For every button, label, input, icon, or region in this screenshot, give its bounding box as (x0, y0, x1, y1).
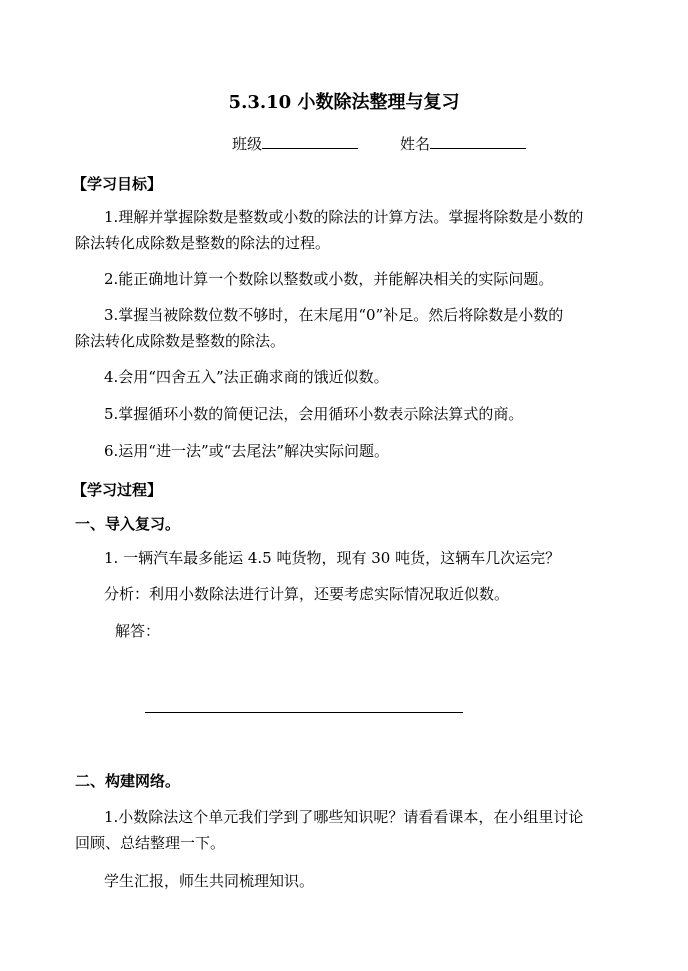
section1-heading: 一、导入复习。 (75, 515, 181, 533)
section1-analysis: 分析：利用小数除法进行计算，还要考虑实际情况取近似数。 (104, 585, 510, 603)
process-heading: 【学习过程】 (72, 481, 163, 499)
class-blank[interactable] (262, 134, 358, 149)
goal-line-1: 1.理解并掌握除数是整数或小数的除法的计算方法。掌握将除数是小数的 (104, 208, 584, 226)
name-blank[interactable] (430, 134, 526, 149)
section2-line3: 学生汇报，师生共同梳理知识。 (104, 872, 315, 890)
answer-line[interactable] (145, 712, 463, 713)
section1-question: 1. 一辆汽车最多能运 4.5 吨货物，现有 30 吨货，这辆车几次运完？ (104, 549, 561, 567)
section2-heading: 二、构建网络。 (75, 772, 181, 790)
name-label: 姓名 (400, 135, 431, 153)
goal-line-1-cont: 除法转化成除数是整数的除法的过程。 (75, 234, 331, 252)
name-field (400, 134, 526, 153)
goal-line-6: 6.运用“进一法”或“去尾法”解决实际问题。 (104, 442, 389, 460)
section2-line2: 回顾、总结整理一下。 (75, 834, 226, 852)
section2-line1: 1.小数除法这个单元我们学到了哪些知识呢？请看看课本，在小组里讨论 (104, 808, 584, 826)
class-label: 班级 (232, 135, 263, 153)
goal-line-5: 5.掌握循环小数的简便记法，会用循环小数表示除法算式的商。 (104, 405, 524, 423)
goal-line-3-cont: 除法转化成除数是整数的除法。 (75, 332, 286, 350)
page-title: 5.3.10 小数除法整理与复习 (228, 92, 460, 113)
class-field (232, 134, 358, 153)
goals-heading: 【学习目标】 (72, 175, 163, 193)
goal-line-3: 3.掌握当被除数位数不够时，在末尾用“0”补足。然后将除数是小数的 (104, 306, 564, 324)
goal-line-2: 2.能正确地计算一个数除以整数或小数，并能解决相关的实际问题。 (104, 270, 554, 288)
section1-answer-label: 解答： (115, 622, 161, 640)
goal-line-4: 4.会用“四舍五入”法正确求商的饿近似数。 (104, 368, 389, 386)
